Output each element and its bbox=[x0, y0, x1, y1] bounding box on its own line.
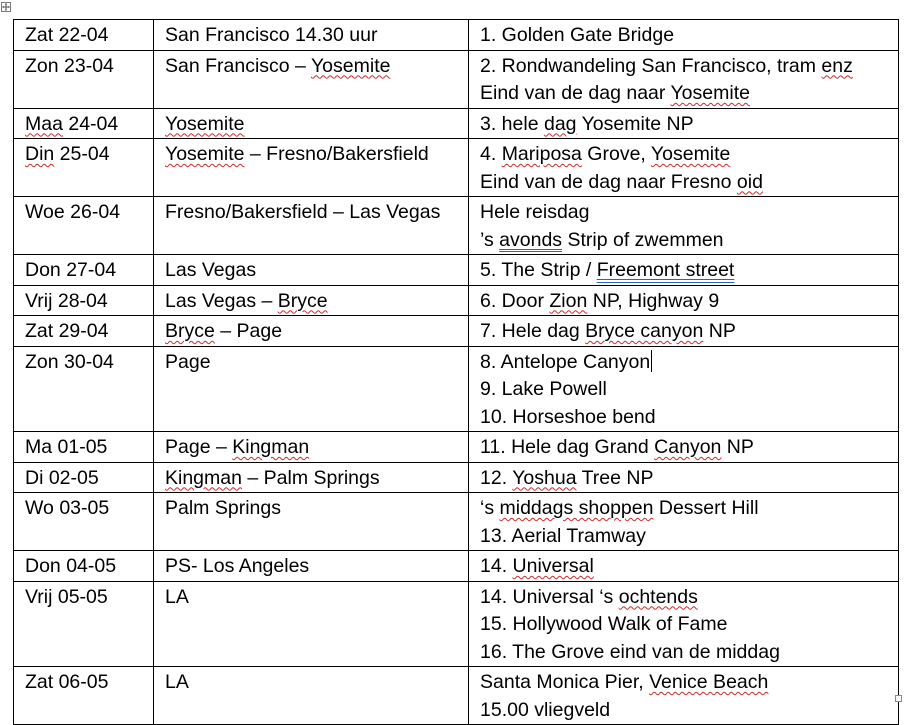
cell-line bbox=[25, 141, 143, 169]
cell-line bbox=[165, 318, 458, 346]
misspelled-word: dag bbox=[543, 112, 577, 135]
date-cell[interactable] bbox=[14, 581, 154, 667]
misspelled-word: Kingman bbox=[232, 436, 310, 458]
cell-line bbox=[480, 111, 888, 139]
cell-line bbox=[25, 199, 143, 227]
cell-line bbox=[25, 434, 143, 462]
cell-line bbox=[25, 318, 143, 346]
cell-line bbox=[25, 111, 143, 139]
cell-line bbox=[25, 495, 143, 523]
table-resize-handle[interactable] bbox=[895, 695, 902, 702]
table-row bbox=[14, 493, 899, 551]
plan-cell[interactable] bbox=[469, 50, 899, 108]
cell-text: ‘s bbox=[480, 497, 500, 519]
cell-text: Di 02-05 bbox=[25, 466, 99, 489]
cell-text: 15. Hollywood Walk of Fame bbox=[480, 613, 728, 635]
misspelled-word: Bryce bbox=[165, 320, 215, 342]
cell-text: LA bbox=[165, 585, 189, 608]
plan-cell[interactable] bbox=[469, 316, 899, 347]
route-cell[interactable] bbox=[154, 667, 469, 725]
cell-line bbox=[25, 22, 143, 50]
cell-text: Dessert Hill bbox=[653, 497, 759, 519]
cell-text: NP bbox=[703, 320, 736, 342]
cell-text: 6. Door bbox=[480, 289, 550, 312]
misspelled-word: enz bbox=[821, 54, 853, 77]
plan-cell[interactable] bbox=[469, 346, 899, 432]
misspelled-word: Kingman bbox=[165, 466, 242, 489]
cell-text: Yosemite NP bbox=[576, 112, 694, 135]
cell-line bbox=[480, 349, 888, 377]
cell-text: PS- Los Angeles bbox=[165, 555, 310, 577]
cell-text: 7. Hele dag bbox=[480, 320, 586, 342]
misspelled-word: Zion bbox=[549, 289, 588, 312]
table-row bbox=[14, 551, 899, 582]
table-row bbox=[14, 316, 899, 347]
route-cell[interactable] bbox=[154, 50, 469, 108]
cell-line bbox=[165, 199, 458, 227]
table-row bbox=[14, 581, 899, 667]
misspelled-word: oid bbox=[736, 170, 763, 193]
date-cell[interactable] bbox=[14, 551, 154, 582]
table-move-handle[interactable] bbox=[1, 2, 11, 12]
misspelled-word: Din bbox=[25, 143, 55, 165]
route-cell[interactable] bbox=[154, 108, 469, 139]
cell-line bbox=[165, 434, 458, 462]
cell-line bbox=[480, 639, 888, 667]
cell-line bbox=[480, 141, 888, 169]
plan-cell[interactable] bbox=[469, 667, 899, 725]
cell-text: 8. Antelope Canyon bbox=[480, 350, 651, 373]
date-cell[interactable] bbox=[14, 197, 154, 255]
plan-cell[interactable] bbox=[469, 108, 899, 139]
cell-line bbox=[25, 257, 143, 285]
route-cell[interactable] bbox=[154, 581, 469, 667]
cell-text: Las Vegas – bbox=[165, 289, 278, 312]
misspelled-word: middags shoppen bbox=[499, 497, 654, 519]
route-cell[interactable] bbox=[154, 432, 469, 463]
plan-cell[interactable] bbox=[469, 581, 899, 667]
cell-text: Strip of zwemmen bbox=[562, 228, 724, 251]
cell-line bbox=[480, 611, 888, 639]
misspelled-word: Yosemite bbox=[310, 54, 391, 77]
plan-cell[interactable] bbox=[469, 20, 899, 51]
table-row bbox=[14, 285, 899, 316]
text-cursor bbox=[651, 350, 652, 372]
route-cell[interactable] bbox=[154, 139, 469, 197]
misspelled-word: Maa bbox=[25, 112, 63, 135]
misspelled-word: Yosemite bbox=[670, 82, 750, 104]
date-cell[interactable] bbox=[14, 462, 154, 493]
cell-text: ’s bbox=[480, 228, 500, 251]
cell-line bbox=[165, 465, 458, 493]
date-cell[interactable] bbox=[14, 255, 154, 286]
cell-text: 10. Horseshoe bend bbox=[480, 405, 656, 428]
cell-line bbox=[25, 669, 143, 697]
cell-text: 3. hele bbox=[480, 112, 544, 135]
cell-text: 12. bbox=[480, 466, 513, 489]
itinerary-table-body bbox=[14, 20, 899, 725]
plan-cell[interactable] bbox=[469, 255, 899, 286]
route-cell[interactable] bbox=[154, 346, 469, 432]
route-cell[interactable] bbox=[154, 462, 469, 493]
cell-line bbox=[480, 169, 888, 197]
plan-cell[interactable] bbox=[469, 139, 899, 197]
date-cell[interactable] bbox=[14, 50, 154, 108]
table-row bbox=[14, 20, 899, 51]
cell-text: Page – bbox=[165, 436, 233, 458]
cell-text: Las Vegas bbox=[165, 259, 257, 281]
cell-text: 14. bbox=[480, 555, 513, 577]
cell-text: – Palm Springs bbox=[241, 466, 380, 489]
cell-text: San Francisco – bbox=[165, 54, 311, 77]
misspelled-word: Universal bbox=[512, 555, 594, 577]
cell-text: Eind van de dag naar bbox=[480, 82, 671, 104]
cell-text: Hele reisdag bbox=[480, 201, 590, 223]
cell-text: Vrij 28-04 bbox=[25, 289, 108, 312]
misspelled-word: Canyon bbox=[654, 436, 722, 458]
cell-text: Woe 26-04 bbox=[25, 201, 121, 223]
cell-line bbox=[165, 584, 458, 612]
cell-line bbox=[480, 465, 888, 493]
table-row bbox=[14, 462, 899, 493]
cell-line bbox=[480, 697, 888, 725]
date-cell[interactable] bbox=[14, 108, 154, 139]
date-cell[interactable] bbox=[14, 316, 154, 347]
plan-cell[interactable] bbox=[469, 432, 899, 463]
cell-line bbox=[25, 553, 143, 581]
table-row bbox=[14, 139, 899, 197]
cell-text: 9. Lake Powell bbox=[480, 378, 607, 400]
date-cell[interactable] bbox=[14, 20, 154, 51]
cell-line bbox=[480, 80, 888, 108]
cell-line bbox=[165, 553, 458, 581]
cell-text: Tree NP bbox=[576, 466, 654, 489]
cell-line bbox=[480, 227, 888, 255]
cell-line bbox=[480, 257, 888, 285]
date-cell[interactable] bbox=[14, 139, 154, 197]
misspelled-word: ochtends bbox=[618, 585, 698, 608]
misspelled-word: Venice Beach bbox=[649, 671, 769, 693]
plan-cell[interactable] bbox=[469, 197, 899, 255]
cell-line bbox=[480, 523, 888, 551]
cell-text: Wo 03-05 bbox=[25, 497, 110, 519]
cell-line bbox=[165, 111, 458, 139]
cell-text: Vrij 05-05 bbox=[25, 585, 108, 608]
plan-cell[interactable] bbox=[469, 462, 899, 493]
table-row bbox=[14, 667, 899, 725]
cell-text: 16. The Grove eind van de middag bbox=[480, 640, 780, 663]
date-cell[interactable] bbox=[14, 667, 154, 725]
cell-text: 11. Hele dag Grand bbox=[480, 436, 655, 458]
date-cell[interactable] bbox=[14, 432, 154, 463]
misspelled-word: Mariposa bbox=[501, 143, 582, 165]
cell-line bbox=[25, 349, 143, 377]
table-row bbox=[14, 50, 899, 108]
table-row bbox=[14, 108, 899, 139]
cell-line bbox=[165, 141, 458, 169]
cell-text: NP bbox=[721, 436, 754, 458]
table-row bbox=[14, 197, 899, 255]
misspelled-word: Bryce bbox=[277, 289, 328, 312]
route-cell[interactable] bbox=[154, 285, 469, 316]
cell-text: Zon 30-04 bbox=[25, 350, 114, 373]
misspelled-word: Yoshua bbox=[512, 466, 577, 489]
cell-line bbox=[480, 53, 888, 81]
grammar-flagged-text: Freemont street bbox=[596, 259, 735, 281]
cell-text: Don 04-05 bbox=[25, 555, 117, 577]
cell-text: 1. Golden Gate Bridge bbox=[480, 24, 675, 46]
itinerary-table bbox=[13, 19, 899, 725]
cell-text: 15.00 vliegveld bbox=[480, 698, 611, 721]
cell-line bbox=[480, 584, 888, 612]
cell-line bbox=[165, 669, 458, 697]
table-row bbox=[14, 432, 899, 463]
misspelled-word: Yosemite bbox=[165, 112, 245, 135]
cell-text: – Page bbox=[214, 320, 283, 342]
cell-line bbox=[480, 669, 888, 697]
cell-text: Santa Monica Pier, bbox=[480, 671, 650, 693]
misspelled-word: Yosemite bbox=[165, 143, 245, 165]
cell-text: Zat 22-04 bbox=[25, 24, 109, 46]
cell-line bbox=[480, 22, 888, 50]
cell-text: 4. bbox=[480, 143, 502, 165]
cell-text: 14. Universal ‘s bbox=[480, 585, 619, 608]
cell-text: Zon 23-04 bbox=[25, 54, 114, 77]
cell-line bbox=[480, 404, 888, 432]
plan-cell[interactable] bbox=[469, 493, 899, 551]
cell-text: Zat 29-04 bbox=[25, 320, 109, 342]
cell-line bbox=[480, 318, 888, 346]
cell-text: 13. Aerial Tramway bbox=[480, 524, 646, 547]
date-cell[interactable] bbox=[14, 346, 154, 432]
route-cell[interactable] bbox=[154, 493, 469, 551]
cell-line bbox=[165, 257, 458, 285]
cell-line bbox=[25, 584, 143, 612]
date-cell[interactable] bbox=[14, 285, 154, 316]
route-cell[interactable] bbox=[154, 551, 469, 582]
cell-text: Eind van de dag naar Fresno bbox=[480, 170, 737, 193]
grammar-flagged-text: avonds bbox=[499, 228, 563, 251]
cell-line bbox=[165, 288, 458, 316]
misspelled-word: Bryce canyon bbox=[585, 320, 704, 342]
cell-text: Zat 06-05 bbox=[25, 671, 109, 693]
cell-text: 5. The Strip / bbox=[480, 259, 597, 281]
table-row bbox=[14, 255, 899, 286]
cell-text: – Fresno/Bakersfield bbox=[244, 143, 429, 165]
cell-line bbox=[480, 553, 888, 581]
cell-text: NP, Highway 9 bbox=[587, 289, 720, 312]
cell-line bbox=[480, 199, 888, 227]
cell-text: Don 27-04 bbox=[25, 259, 117, 281]
cell-line bbox=[165, 53, 458, 81]
route-cell[interactable] bbox=[154, 197, 469, 255]
plan-cell[interactable] bbox=[469, 285, 899, 316]
cell-text: Ma 01-05 bbox=[25, 436, 108, 458]
cell-text: Palm Springs bbox=[165, 497, 281, 519]
route-cell[interactable] bbox=[154, 255, 469, 286]
plan-cell[interactable] bbox=[469, 551, 899, 582]
move-arrows-icon bbox=[2, 3, 10, 11]
cell-text: 2. Rondwandeling San Francisco, tram bbox=[480, 54, 822, 77]
cell-text: 24-04 bbox=[62, 112, 119, 135]
cell-line bbox=[165, 349, 458, 377]
cell-line bbox=[165, 495, 458, 523]
misspelled-word: Yosemite bbox=[650, 143, 731, 165]
cell-line bbox=[25, 53, 143, 81]
cell-line bbox=[480, 288, 888, 316]
cell-line bbox=[480, 495, 888, 523]
cell-text: Page bbox=[165, 350, 211, 373]
cell-line bbox=[480, 376, 888, 404]
cell-line bbox=[480, 434, 888, 462]
cell-line bbox=[25, 465, 143, 493]
route-cell[interactable] bbox=[154, 316, 469, 347]
table-row bbox=[14, 346, 899, 432]
cell-line bbox=[165, 22, 458, 50]
cell-text: 25-04 bbox=[54, 143, 110, 165]
cell-text: Grove, bbox=[581, 143, 651, 165]
cell-text: LA bbox=[165, 671, 189, 693]
cell-text: Fresno/Bakersfield – Las Vegas bbox=[165, 201, 441, 223]
date-cell[interactable] bbox=[14, 493, 154, 551]
cell-text: San Francisco 14.30 uur bbox=[165, 24, 378, 46]
route-cell[interactable] bbox=[154, 20, 469, 51]
cell-line bbox=[25, 288, 143, 316]
